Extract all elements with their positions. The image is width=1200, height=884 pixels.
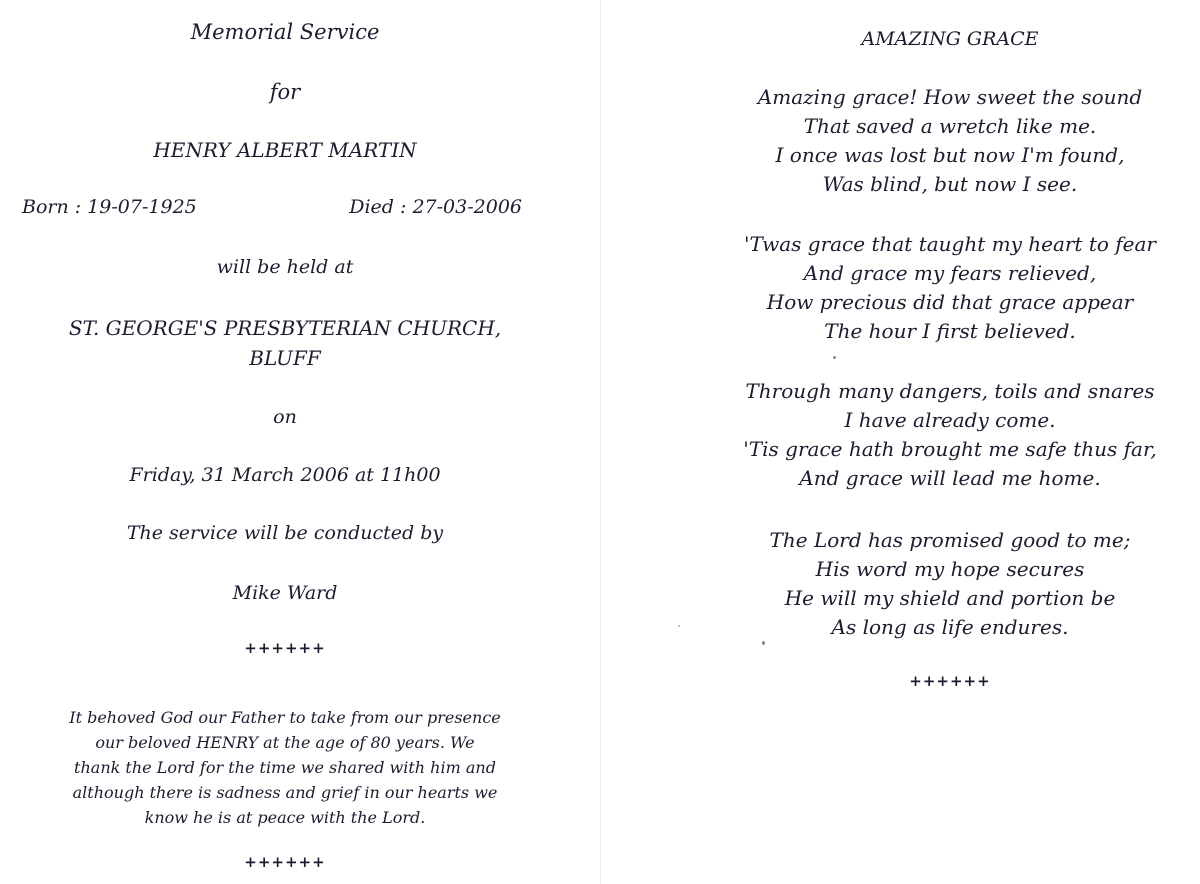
verse-line: And grace will lead me home. (799, 466, 1101, 490)
verse-line: 'Tis grace hath brought me safe thus far, (743, 437, 1157, 461)
verse-line: As long as life endures. (831, 615, 1069, 639)
verse-line: He will my shield and portion be (784, 586, 1116, 610)
verse-line: Through many dangers, toils and snares (745, 379, 1155, 403)
verse-line: And grace my fears relieved, (803, 261, 1097, 285)
life-dates (22, 196, 522, 226)
minister-name: Mike Ward (232, 582, 338, 604)
scan-speck (833, 356, 836, 359)
scan-speck (762, 641, 765, 645)
held-at-label: will be held at (216, 256, 354, 278)
church-name: ST. GEORGE'S PRESBYTERIAN CHURCH, (68, 316, 502, 340)
verse-line: I have already come. (844, 408, 1056, 432)
hymn-verse (700, 526, 1200, 642)
service-heading: Memorial Service (190, 20, 380, 44)
separator: ++++++ (244, 853, 326, 871)
tribute-line: It behoved God our Father to take from our presence (69, 708, 501, 727)
tribute-line: although there is sadness and grief in our hearts we (72, 783, 498, 802)
separator: ++++++ (244, 639, 326, 657)
verse-line: 'Twas grace that taught my heart to fear (743, 232, 1156, 256)
verse-line: I once was lost but now I'm found, (775, 143, 1125, 167)
church-location: BLUFF (249, 346, 321, 370)
hymn-verse (700, 377, 1200, 493)
tribute-line: our beloved HENRY at the age of 80 years. We (95, 733, 475, 752)
hymn-title: AMAZING GRACE (861, 28, 1039, 50)
verse-line: His word my hope secures (815, 557, 1085, 581)
birth-date: Born : 19-07-1925 (22, 196, 197, 218)
on-label: on (273, 406, 297, 428)
verse-line: Was blind, but now I see. (822, 172, 1078, 196)
scan-speck (678, 625, 680, 627)
separator: ++++++ (909, 672, 991, 690)
tribute-line: thank the Lord for the time we shared with him and (74, 758, 496, 777)
verse-line: How precious did that grace appear (766, 290, 1134, 314)
service-date-time: Friday, 31 March 2006 at 11h00 (129, 464, 441, 486)
verse-line: The Lord has promised good to me; (769, 528, 1131, 552)
conducted-by-label: The service will be conducted by (126, 522, 444, 544)
page-fold (600, 0, 601, 884)
verse-line: That saved a wretch like me. (803, 114, 1097, 138)
death-date: Died : 27-03-2006 (349, 196, 522, 218)
for-label: for (269, 80, 301, 104)
hymn-verse (700, 83, 1200, 199)
tribute-line: know he is at peace with the Lord. (144, 808, 426, 827)
verse-line: The hour I first believed. (824, 319, 1076, 343)
deceased-name: HENRY ALBERT MARTIN (153, 138, 417, 162)
verse-line: Amazing grace! How sweet the sound (757, 85, 1143, 109)
hymn-verse (700, 230, 1200, 346)
